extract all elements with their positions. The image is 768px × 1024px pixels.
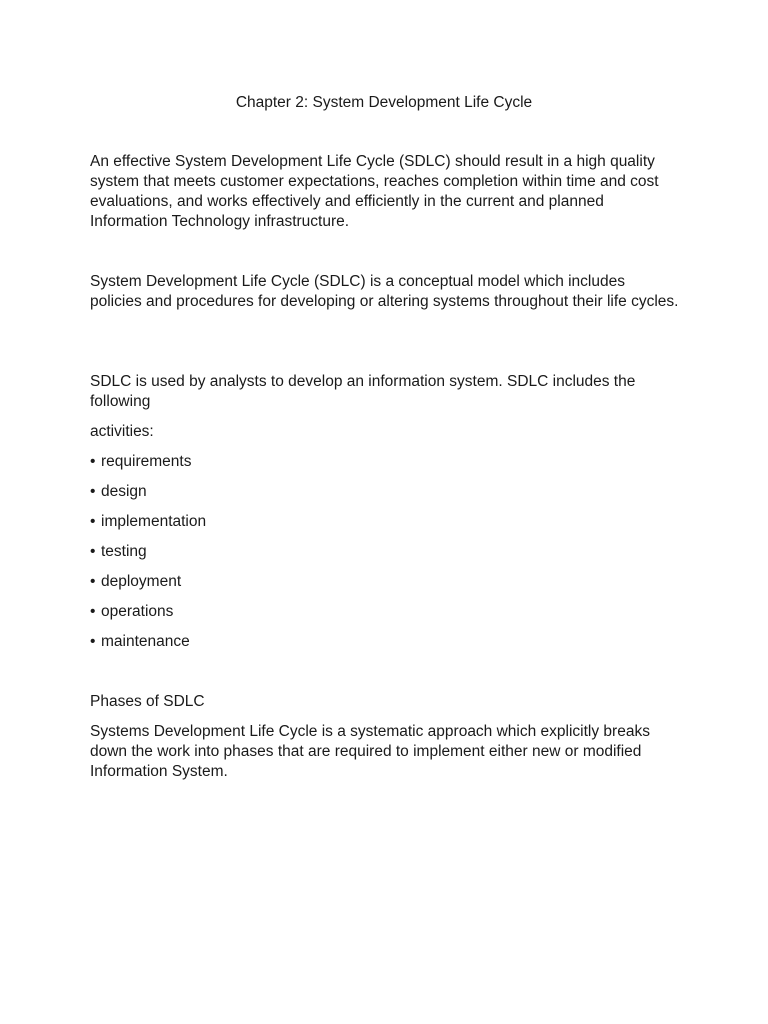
definition-paragraph: System Development Life Cycle (SDLC) is a conceptual model which includes policies and procedures for developing or altering systems throughout their life cycles.	[90, 273, 679, 310]
activities-label: activities:	[90, 423, 154, 440]
list-item-text: maintenance	[101, 633, 190, 650]
section-heading: Phases of SDLC	[90, 693, 205, 710]
bullet-icon: •	[90, 543, 96, 560]
list-item-text: requirements	[101, 453, 192, 470]
list-item	[90, 602, 206, 632]
bullet-icon: •	[90, 603, 96, 620]
phases-paragraph: Systems Development Life Cycle is a systematic approach which explicitly breaks down the work into phases that are required to implement either new or modified Information System.	[90, 723, 650, 780]
bullet-icon: •	[90, 573, 96, 590]
usage-paragraph: SDLC is used by analysts to develop an information system. SDLC includes the following	[90, 373, 636, 410]
activities-list	[90, 452, 206, 662]
list-item-text: design	[101, 483, 147, 500]
list-item	[90, 632, 206, 662]
list-item-text: deployment	[101, 573, 182, 590]
list-item	[90, 452, 206, 482]
list-item	[90, 572, 206, 602]
bullet-icon: •	[90, 483, 96, 500]
bullet-icon: •	[90, 453, 96, 470]
list-item-text: operations	[101, 603, 174, 620]
bullet-icon: •	[90, 633, 96, 650]
list-item	[90, 482, 206, 512]
list-item-text: testing	[101, 543, 147, 560]
bullet-icon: •	[90, 513, 96, 530]
list-item	[90, 542, 206, 572]
intro-paragraph: An effective System Development Life Cycle (SDLC) should result in a high quality system that meets customer expectations, reaches completion within time and cost evaluations, and works effectively and efficiently in the current and planned Information Technology infrastructure.	[90, 153, 659, 230]
page-title: Chapter 2: System Development Life Cycle	[235, 94, 533, 111]
list-item-text: implementation	[101, 513, 207, 530]
list-item	[90, 512, 206, 542]
